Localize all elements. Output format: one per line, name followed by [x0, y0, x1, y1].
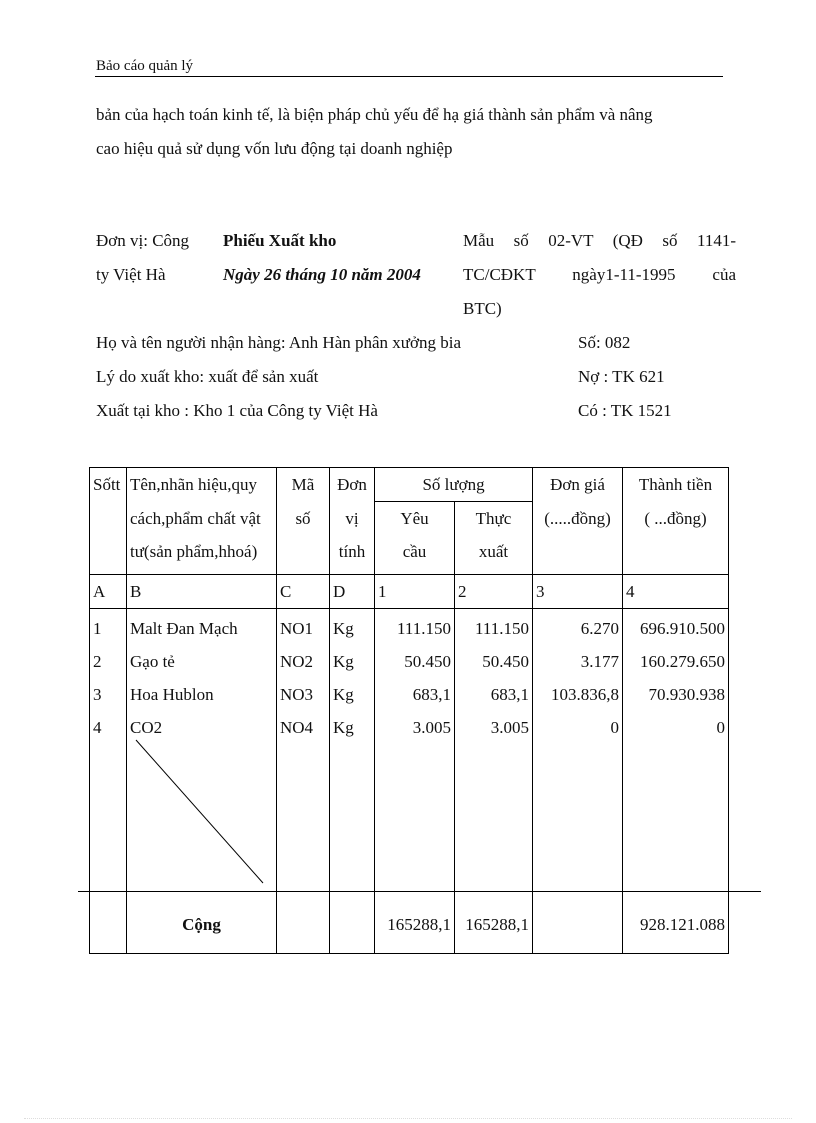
form-line-3: BTC) — [463, 299, 502, 318]
header-actual-2: xuất — [455, 535, 533, 574]
table-row-code: NO3 — [280, 684, 314, 704]
header-total-2: ( ...đồng) — [623, 502, 729, 536]
col-code-1: 1 — [375, 574, 455, 608]
header-name-3: tư(sản phẩm,hhoá) — [127, 535, 277, 574]
col-code-a: A — [90, 574, 127, 608]
form-line-2: TC/CĐKT ngày1-11-1995 của — [463, 265, 736, 284]
warehouse-line: Xuất tại kho : Kho 1 của Công ty Việt Hà — [96, 401, 378, 420]
col-code-3: 3 — [533, 574, 623, 608]
debit-account: Nợ : TK 621 — [578, 367, 665, 386]
header-code-2: số — [277, 502, 330, 536]
header-required-2: cầu — [375, 535, 455, 574]
table-row-total: 0 — [716, 717, 726, 737]
table-row-required: 111.150 — [397, 618, 451, 638]
receiver-line: Họ và tên người nhận hàng: Anh Hàn phân xưởng bia — [96, 333, 462, 352]
col-code-4: 4 — [623, 574, 729, 608]
header-stt: Sốtt — [90, 468, 127, 502]
total-required: 165288,1 — [375, 896, 455, 953]
col-code-d: D — [330, 574, 375, 608]
table-row-actual: 50.450 — [482, 651, 530, 671]
table-row-name: Gạo tẻ — [130, 651, 175, 671]
table-row-unit: Kg — [333, 684, 354, 704]
table-row-price: 0 — [610, 717, 620, 737]
slip-date: Ngày 26 tháng 10 năm 2004 — [223, 265, 421, 284]
table-row-stt: 1 — [93, 618, 102, 638]
table-row-price: 103.836,8 — [551, 684, 620, 704]
header-required-1: Yêu — [375, 502, 455, 536]
header-name-1: Tên,nhãn hiệu,quy — [127, 468, 277, 502]
report-header: Bảo cáo quản lý — [96, 58, 194, 74]
reason-line: Lý do xuất kho: xuất để sản xuất — [96, 367, 319, 386]
unit-line-1: Đơn vị: Công — [96, 231, 190, 250]
col-code-b: B — [127, 574, 277, 608]
header-actual-1: Thực — [455, 502, 533, 536]
table-row-unit: Kg — [333, 717, 354, 737]
table-row-required: 683,1 — [412, 684, 451, 704]
total-amount: 928.121.088 — [623, 896, 729, 953]
unit-line-2: ty Việt Hà — [96, 265, 166, 284]
table-row-unit: Kg — [333, 651, 354, 671]
table-row-stt: 2 — [93, 651, 102, 671]
table-row-price: 6.270 — [580, 618, 620, 638]
intro-line-1: bản của hạch toán kinh tế, là biện pháp chủ yếu để hạ giá thành sản phẩm và nâng — [96, 105, 653, 124]
table-row-name: Hoa Hublon — [130, 684, 214, 704]
header-price-1: Đơn giá — [533, 468, 623, 502]
slip-title: Phiếu Xuất kho — [223, 231, 337, 250]
intro-line-2: cao hiệu quả sử dụng vốn lưu động tại doanh nghiệp — [96, 139, 453, 158]
table-row-actual: 111.150 — [475, 618, 530, 638]
table-row-required: 50.450 — [404, 651, 451, 671]
table-row-total: 70.930.938 — [648, 684, 726, 704]
table-row-total: 696.910.500 — [640, 618, 726, 638]
table-row-name: Malt Đan Mạch — [130, 618, 238, 638]
col-code-c: C — [277, 574, 330, 608]
header-unit-1: Đơn — [330, 468, 375, 502]
table-row-price: 3.177 — [580, 651, 620, 671]
table-row-total: 160.279.650 — [640, 651, 726, 671]
header-unit-2: vị — [330, 502, 375, 536]
total-actual: 165288,1 — [455, 896, 533, 953]
table-row-name: CO2 — [130, 717, 163, 737]
credit-account: Có : TK 1521 — [578, 401, 672, 420]
table-row-code: NO1 — [280, 618, 314, 638]
header-code-1: Mã — [277, 468, 330, 502]
table-row-required: 3.005 — [412, 717, 451, 737]
table-row-stt: 4 — [93, 717, 102, 737]
total-label: Cộng — [127, 896, 277, 953]
header-name-2: cách,phẩm chất vật — [127, 502, 277, 536]
slip-number: Số: 082 — [578, 333, 631, 352]
table-row-stt: 3 — [93, 684, 102, 704]
col-code-2: 2 — [455, 574, 533, 608]
header-price-2: (.....đồng) — [533, 502, 623, 536]
table-row-code: NO2 — [280, 651, 314, 671]
header-quantity: Số lượng — [375, 468, 533, 502]
header-total-1: Thành tiền — [623, 468, 729, 502]
table-row-actual: 3.005 — [490, 717, 530, 737]
table-row-actual: 683,1 — [490, 684, 530, 704]
table-row-code: NO4 — [280, 717, 314, 737]
form-line-1: Mẫu số 02-VT (QĐ số 1141- — [463, 231, 736, 250]
table-row-unit: Kg — [333, 618, 354, 638]
page-bottom-dots — [24, 1118, 792, 1119]
header-unit-3: tính — [330, 535, 375, 574]
